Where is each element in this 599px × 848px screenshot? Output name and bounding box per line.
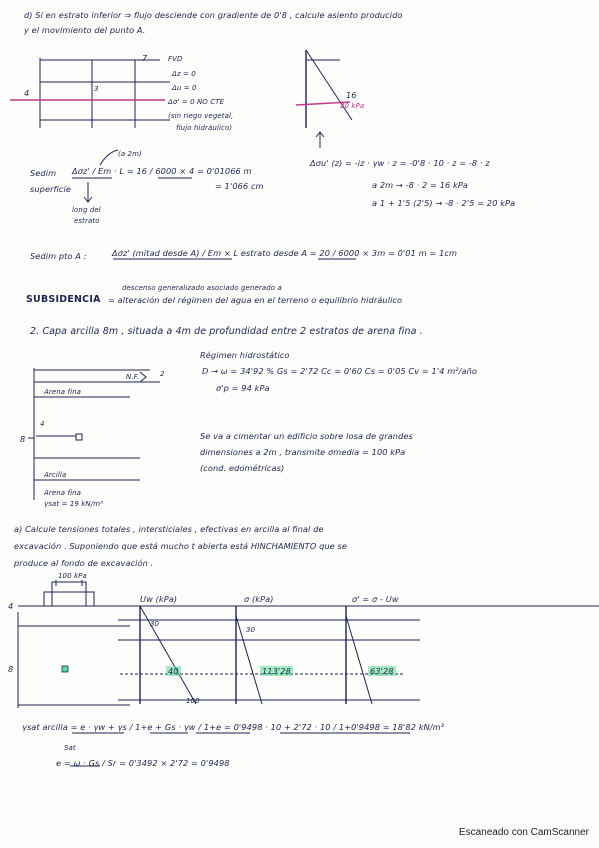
delta-u-equation: Δσu' (z) = -iz · γw · z = -0'8 · 10 · z = -8 · z — [310, 158, 490, 168]
descenso-note: descenso generalizado asociado generado a — [122, 284, 282, 292]
note-at-2m: (a 2m) — [118, 150, 142, 158]
axis-sigma: σ (kPa) — [244, 594, 274, 604]
section-a-pressure-diagrams — [118, 606, 599, 704]
value-sigma-eff-mid: 63'28 — [370, 666, 394, 676]
label-fvd: FVD — [168, 55, 183, 63]
section-d-arrows — [84, 150, 118, 202]
value-u-top: 30 — [150, 620, 160, 628]
label-dsigma: Δσ' = 0 NO CTE — [168, 98, 225, 106]
section-2-statement: 2. Capa arcilla 8m , situada a 4m de profundidad entre 2 estratos de arena fina . — [30, 326, 423, 337]
params-line: D → ω = 34'92 % Gs = 2'72 Cc = 0'60 Cs = 0'05 Cv = 1'4 m²/año — [202, 366, 478, 376]
label-arena-fina: Arena fina — [44, 388, 82, 396]
value-at-a: a 1 + 1'5 (2'5) → -8 · 2'5 = 20 kPa — [372, 198, 516, 208]
label-depth-4: 4 — [24, 88, 30, 98]
label-note2: flujo hidráulico) — [176, 124, 233, 132]
value-at-2m: a 2m → -8 · 2 = 16 kPa — [372, 180, 469, 190]
section-a-statement1: a) Calcule tensiones totales , intersticiales , efectivas en arcilla al final de — [14, 524, 324, 534]
label-depth-3: 3 — [94, 85, 99, 93]
label-depth-2: 2 — [160, 370, 165, 378]
camscanner-footer: Escaneado con CamScanner — [458, 827, 589, 838]
sat-note: Sat — [64, 744, 76, 752]
section-a-statement2: excavación . Suponiendo que está mucho t abierta está HINCHAMIENTO que se — [14, 541, 348, 551]
load-label: 100 kPa — [58, 572, 87, 580]
section-d-title-line1: d) Si en estrato inferior ⇒ flujo desciende con gradiente de 0'8 , calcule asiento producido — [24, 10, 403, 20]
punto-a-equation: Δσz' (mitad desde A) / Em × L estrato desde A = 20 / 6000 × 3m = 0'01 m = 1cm — [112, 248, 458, 258]
label-arena-fina-bottom: Arena fina — [44, 489, 82, 497]
section-d-title-line2: y el movimiento del punto A. — [24, 25, 146, 35]
label-depth-8: 8 — [20, 434, 26, 444]
subsidencia-label: SUBSIDENCIA — [26, 294, 101, 305]
section-a-soil-profile — [18, 580, 130, 708]
label-20kpa: 20 kPa — [340, 102, 365, 110]
axis-sigma-eff: σ' = σ - Uw — [352, 594, 399, 604]
sedim-sup-label1: Sedim — [30, 168, 57, 178]
label-arcilla: Arcilla — [44, 471, 67, 479]
value-u-mid: 40 — [168, 666, 179, 676]
punto-a-label: Sedim pto A : — [30, 251, 87, 261]
note-long-del: long del — [72, 206, 101, 214]
label-nf: N.F. — [126, 373, 140, 381]
label-depth-7: 7 — [142, 53, 148, 63]
note-estrato: estrato — [74, 217, 100, 225]
sigma-p: σ'p = 94 kPa — [216, 383, 270, 393]
description-line3: (cond. edométricas) — [200, 463, 285, 473]
label-16: 16 — [346, 90, 357, 100]
label-du: Δu = 0 — [172, 84, 197, 92]
sedim-sup-result: = 1'066 cm — [215, 181, 264, 191]
label-depth-4: 4 — [40, 420, 45, 428]
section-d-soil-profile — [10, 58, 170, 128]
sedim-sup-equation: Δσz' / Em · L = 16 / 6000 × 4 = 0'01066 m — [72, 166, 252, 176]
gamma-sat-equation: γsat arcilla = e · γw + γs / 1+e + Gs · γw / 1+e = 0'9498 · 10 + 2'72 · 10 / 1+0'9498 = 18'82 kN/m³ — [22, 722, 445, 732]
value-sigma-top: 30 — [246, 626, 256, 634]
depth-4: 4 — [8, 601, 14, 611]
value-sigma-mid: 113'28 — [262, 666, 291, 676]
subsidencia-definition: = alteración del régimen del agua en el terreno o equilibrio hidráulico — [108, 295, 403, 305]
label-gamma-sat: γsat = 19 kN/m³ — [44, 500, 104, 508]
value-u-bottom: 100 — [186, 697, 200, 705]
e-equation: e = ω · Gs / Sr = 0'3492 × 2'72 = 0'9498 — [56, 758, 230, 768]
description-line1: Se va a cimentar un edificio sobre losa de grandes — [200, 431, 413, 441]
section-d-pressure-diagram — [296, 50, 352, 148]
section-a-statement3: produce al fondo de excavación . — [14, 558, 154, 568]
depth-8: 8 — [8, 664, 14, 674]
regimen-label: Régimen hidrostático — [200, 350, 290, 360]
description-line2: dimensiones a 2m , transmite σmedia = 100 kPa — [200, 447, 406, 457]
sedim-sup-label2: superficie — [30, 184, 72, 194]
label-dz: Δz = 0 — [172, 70, 196, 78]
label-note1: (sin riego vegetal, — [168, 112, 234, 120]
axis-uw: Uw (kPa) — [140, 594, 178, 604]
